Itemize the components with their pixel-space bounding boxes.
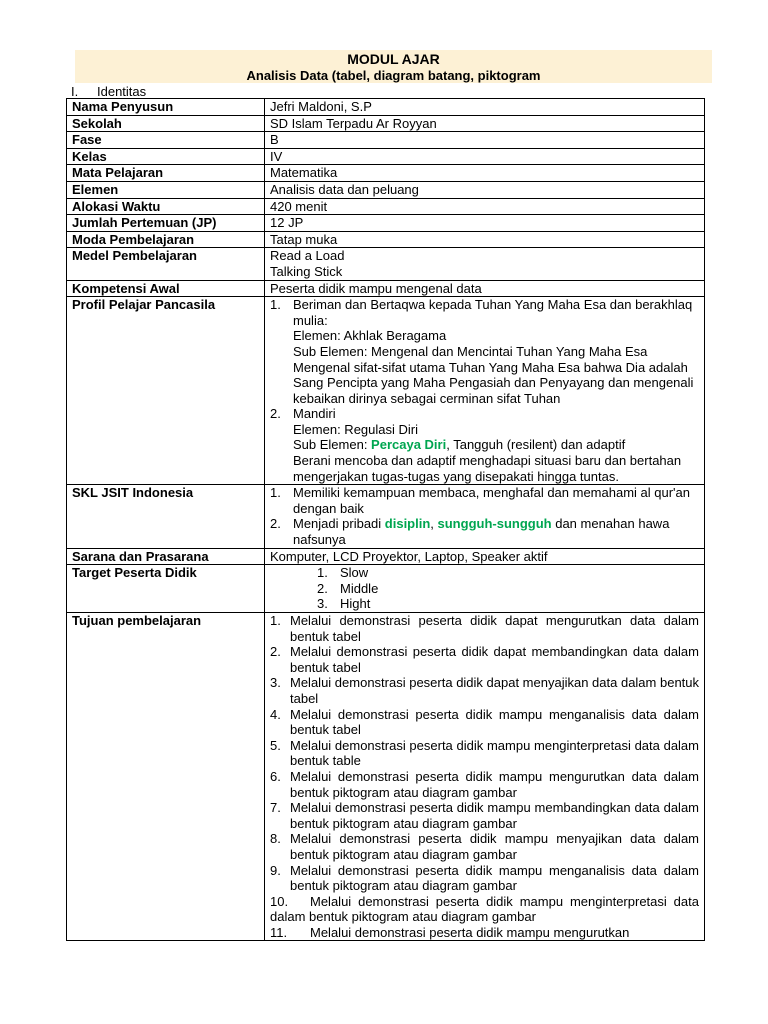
list-item [270,863,699,894]
table-row [67,297,705,485]
subelemen-prefix: Sub Elemen: [293,437,372,453]
table-row [67,132,705,149]
list-item [270,925,699,941]
subelemen-suffix: , Tangguh (resilent) dan adaptif [446,437,626,453]
highlight-sungguh: sungguh-sungguh [437,516,552,532]
list-item [270,613,699,644]
list-elemen: Elemen: Akhlak Beragama [293,328,447,344]
row-value: Peserta didik mampu mengenal data [265,280,705,297]
row-label: Mata Pelajaran [67,165,265,182]
row-value [265,297,705,485]
list-item [270,675,699,706]
list-item [270,516,699,547]
list-description: Mengenal sifat-sifat utama Tuhan Yang Maha Esa bahwa Dia adalah Sang Pencipta yang Maha Pengasiah dan Penyayang dan mengenali kebaikan dirinya sebagai cerminan sifat Tuhan [293,359,694,406]
list-item [317,565,699,581]
model-value-1: Read a Load [270,248,345,264]
list-text: Melalui demonstrasi peserta didik mampu mengurutkan data dalam bentuk piktogram atau diagram gambar [290,768,699,800]
table-row [67,148,705,165]
list-text: Melalui demonstrasi peserta didik mampu menganalisis data dalam bentuk tabel [290,706,699,738]
list-number: 11. [270,924,288,940]
list-item [317,596,699,612]
skl-suffix: dan menahan hawa nafsunya [293,516,670,548]
document-title: MODUL AJAR [347,51,440,67]
identity-table [66,98,705,941]
list-number: 1. [270,613,281,628]
list-number: 7. [270,800,281,816]
list-subelemen: Sub Elemen: Mengenal dan Mencintai Tuhan Yang Maha Esa [293,343,648,359]
row-value: 420 menit [265,198,705,215]
list-number: 2. [270,644,281,660]
table-row [67,165,705,182]
list-item [270,738,699,769]
list-text: Melalui demonstrasi peserta didik dapat mengurutkan data dalam bentuk tabel [290,613,699,644]
highlight-disiplin: disiplin [384,516,431,532]
list-item [270,831,699,862]
row-value [265,565,705,613]
row-label: Tujuan pembelajaran [67,613,265,941]
section-label: Identitas [97,84,147,99]
table-row [67,99,705,116]
list-text: Slow [340,565,369,581]
row-value: Matematika [265,165,705,182]
table-row [67,198,705,215]
skl-list [270,485,699,547]
list-number: 2. [270,406,281,422]
table-row [67,485,705,548]
target-list [270,565,699,612]
table-row [67,565,705,613]
table-row [67,548,705,565]
row-value: Analisis data dan peluang [265,181,705,198]
list-number: 1. [270,297,281,313]
list-item [317,581,699,597]
row-label: Profil Pelajar Pancasila [67,297,265,485]
list-text: Melalui demonstrasi peserta didik mampu membandingkan data dalam bentuk piktogram atau diagram gambar [290,800,699,831]
row-value: Jefri Maldoni, S.P [265,99,705,116]
list-text: Memiliki kemampuan membaca, menghafal dan memahami al qur'an dengan baik [293,485,690,516]
list-text: Melalui demonstrasi peserta didik dapat membandingkan data dalam bentuk tabel [290,644,699,675]
row-label: Nama Penyusun [67,99,265,116]
table-row [67,215,705,232]
row-value [265,248,705,280]
table-row [67,181,705,198]
row-label: Moda Pembelajaran [67,231,265,248]
row-label: Alokasi Waktu [67,198,265,215]
list-text: Middle [340,580,379,596]
list-text: Melalui demonstrasi peserta didik mampu menginterpretasi data dalam bentuk table [290,737,699,769]
profil-list [270,297,699,484]
list-item [270,800,699,831]
row-value [265,613,705,941]
list-description: Berani mencoba dan adaptif menghadapi situasi baru dan bertahan mengerjakan tugas-tugas yang disepakati hingga tuntas. [293,453,682,484]
row-value: Tatap muka [265,231,705,248]
list-text: Beriman dan Bertaqwa kepada Tuhan Yang Maha Esa dan berakhlaq mulia: [293,297,693,328]
list-text: Melalui demonstrasi peserta didik mampu menganalisis data dalam bentuk piktogram atau diagram gambar [290,862,699,894]
row-value: Komputer, LCD Proyektor, Laptop, Speaker aktif [265,548,705,565]
list-number: 4. [270,706,281,722]
list-number: 3. [270,675,281,691]
table-row [67,280,705,297]
row-label: Target Peserta Didik [67,565,265,613]
list-number: 2. [317,580,328,596]
list-number: 1. [317,565,328,581]
list-item [270,406,699,484]
skl-comma: , [430,516,438,532]
row-label: Sekolah [67,115,265,132]
list-subelemen [293,437,699,453]
table-row [67,115,705,132]
row-value [265,485,705,548]
list-text: Mandiri [293,406,336,422]
table-row [67,613,705,941]
list-number: 1. [270,485,281,501]
row-label: SKL JSIT Indonesia [67,485,265,548]
list-text: Hight [340,596,371,612]
list-number: 5. [270,737,281,753]
row-label: Medel Pembelajaran [67,248,265,280]
row-label: Kompetensi Awal [67,280,265,297]
section-number: I. [71,84,79,99]
skl-prefix: Menjadi pribadi [293,516,385,532]
list-item [270,485,699,516]
list-number: 8. [270,831,281,847]
list-text: Melalui demonstrasi peserta didik mampu menginterpretasi data dalam bentuk piktogram atau diagram gambar [270,893,699,925]
tujuan-list [270,613,699,940]
list-item [270,644,699,675]
row-value: B [265,132,705,149]
row-label: Kelas [67,148,265,165]
document-subtitle: Analisis Data (tabel, diagram batang, piktogram [246,68,541,83]
table-row [67,248,705,280]
list-item [270,297,699,406]
list-number: 2. [270,516,281,532]
list-number: 6. [270,768,281,784]
row-label: Jumlah Pertemuan (JP) [67,215,265,232]
row-label: Elemen [67,181,265,198]
list-number: 9. [270,862,281,878]
row-value: 12 JP [265,215,705,232]
list-number: 10. [270,893,289,909]
list-number: 3. [317,596,328,612]
row-value: SD Islam Terpadu Ar Royyan [265,115,705,132]
list-text: Melalui demonstrasi peserta didik dapat menyajikan data dalam bentuk tabel [290,675,700,706]
row-value: IV [265,148,705,165]
list-item [270,769,699,800]
section-heading [71,84,146,99]
model-value-2: Talking Stick [270,263,343,279]
table-row [67,231,705,248]
list-elemen: Elemen: Regulasi Diri [293,421,418,437]
document-header [75,50,712,83]
list-item [270,707,699,738]
row-label: Sarana dan Prasarana [67,548,265,565]
list-text: Melalui demonstrasi peserta didik mampu menyajikan data dalam bentuk piktogram atau diagram gambar [290,831,699,862]
highlight-percaya-diri: Percaya Diri [371,437,447,453]
list-text: Melalui demonstrasi peserta didik mampu mengurutkan [310,924,630,940]
row-label: Fase [67,132,265,149]
list-item [270,894,699,925]
